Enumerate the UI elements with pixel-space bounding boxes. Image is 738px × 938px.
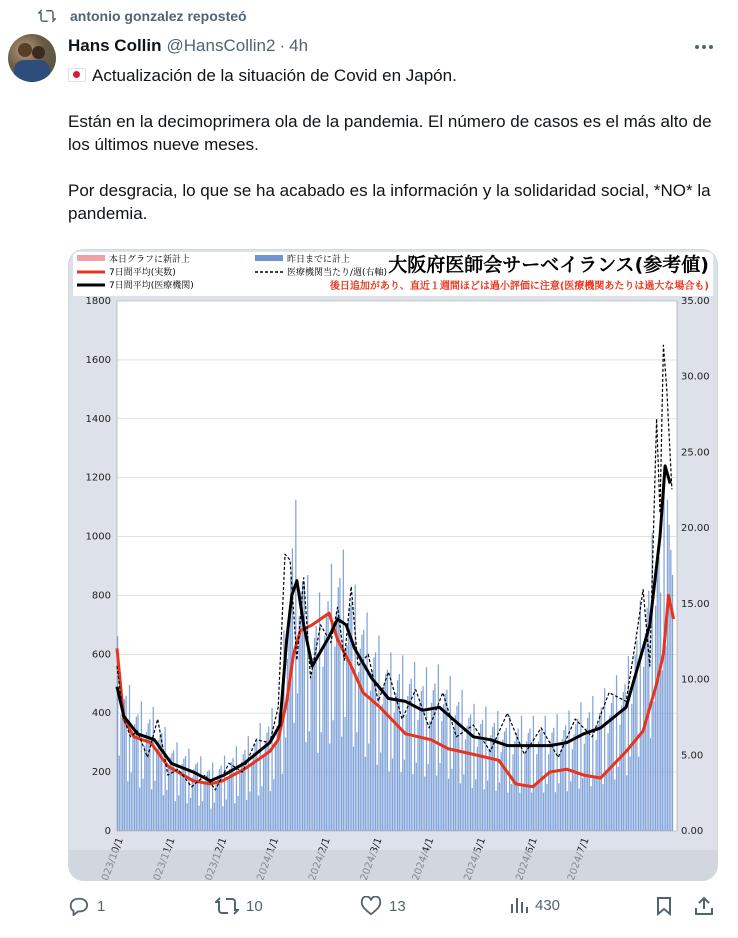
bar bbox=[446, 690, 447, 831]
bar bbox=[372, 670, 373, 831]
bar bbox=[607, 733, 608, 831]
bar bbox=[477, 747, 478, 831]
bar bbox=[604, 688, 605, 831]
bar bbox=[650, 738, 651, 831]
bar bbox=[317, 753, 318, 831]
share-button[interactable] bbox=[694, 896, 714, 916]
bar bbox=[487, 780, 488, 831]
bar bbox=[657, 553, 658, 831]
bar bbox=[482, 720, 483, 831]
bar bbox=[261, 786, 262, 831]
bar bbox=[461, 690, 462, 831]
y-right-tick-label: 25.00 bbox=[681, 447, 710, 459]
bar bbox=[558, 783, 559, 831]
bar bbox=[433, 690, 434, 831]
like-button[interactable] bbox=[360, 896, 406, 916]
legend-label-black: 7日間平均(医療機関) bbox=[109, 281, 194, 291]
bar bbox=[263, 756, 264, 831]
bar bbox=[288, 615, 289, 831]
bar bbox=[305, 742, 306, 831]
legend-label-prev: 昨日までに計上 bbox=[287, 255, 351, 265]
bar bbox=[309, 731, 310, 831]
repost-action-icon bbox=[215, 896, 239, 916]
bar bbox=[662, 670, 663, 831]
bar bbox=[258, 796, 259, 831]
bar bbox=[297, 693, 298, 831]
reply-count: 1 bbox=[97, 897, 106, 915]
bar bbox=[492, 727, 493, 831]
chart-title: 大阪府医師会サーベイランス(参考値) bbox=[388, 254, 709, 276]
bar bbox=[215, 784, 216, 831]
bar bbox=[163, 795, 164, 831]
y-left-tick-label: 1400 bbox=[85, 413, 111, 425]
bar bbox=[436, 776, 437, 831]
bar bbox=[334, 647, 335, 831]
bar bbox=[470, 714, 471, 831]
bar bbox=[176, 742, 177, 831]
bar bbox=[343, 550, 344, 831]
bar bbox=[227, 779, 228, 831]
bar bbox=[322, 667, 323, 831]
bar bbox=[346, 646, 347, 832]
bar bbox=[204, 783, 205, 831]
bar bbox=[594, 776, 595, 831]
bar bbox=[655, 606, 656, 831]
repost-count: 10 bbox=[246, 897, 263, 915]
header-separator: · bbox=[279, 36, 286, 55]
bar bbox=[224, 755, 225, 831]
bar bbox=[506, 728, 507, 831]
bar bbox=[580, 702, 581, 831]
bar bbox=[270, 791, 271, 831]
bar bbox=[441, 721, 442, 831]
bar bbox=[567, 791, 568, 831]
bar bbox=[557, 714, 558, 831]
repost-button[interactable] bbox=[215, 896, 263, 916]
bar bbox=[618, 767, 619, 831]
bar bbox=[626, 775, 627, 831]
bar bbox=[212, 762, 213, 831]
bar bbox=[360, 649, 361, 831]
more-options-icon[interactable] bbox=[692, 36, 716, 58]
bar bbox=[383, 685, 384, 831]
bar bbox=[596, 740, 597, 831]
bar bbox=[575, 724, 576, 831]
bar bbox=[202, 801, 203, 831]
bar bbox=[210, 808, 211, 831]
tweet-actions bbox=[62, 896, 722, 922]
bar bbox=[638, 757, 639, 831]
bar bbox=[339, 578, 340, 831]
bar bbox=[144, 746, 145, 831]
views-button[interactable] bbox=[510, 896, 560, 914]
bar bbox=[451, 769, 452, 831]
bar bbox=[658, 557, 659, 831]
bar bbox=[400, 772, 401, 831]
bar bbox=[394, 713, 395, 831]
bar bbox=[312, 658, 313, 831]
bar bbox=[599, 713, 600, 831]
bar bbox=[429, 721, 430, 831]
bar bbox=[523, 784, 524, 831]
bookmark-button[interactable] bbox=[656, 896, 672, 916]
bar bbox=[426, 667, 427, 831]
bar bbox=[409, 684, 410, 831]
bar bbox=[414, 662, 415, 831]
bar bbox=[119, 756, 120, 831]
bar bbox=[584, 744, 585, 831]
bar bbox=[538, 741, 539, 831]
bar bbox=[293, 723, 294, 831]
bookmark-icon bbox=[656, 896, 672, 916]
bar bbox=[285, 737, 286, 831]
y-right-tick-label: 30.00 bbox=[681, 371, 710, 383]
bar bbox=[377, 765, 378, 831]
heart-icon bbox=[360, 896, 382, 916]
y-right-tick-label: 35.00 bbox=[681, 296, 710, 307]
legend-label-dashed: 医療機関当たり/週(右軸) bbox=[287, 268, 388, 278]
bar bbox=[131, 773, 132, 831]
bar bbox=[621, 705, 622, 831]
bar bbox=[573, 735, 574, 831]
bar bbox=[562, 739, 563, 831]
legend-label-new: 本日グラフに新計上 bbox=[109, 255, 191, 265]
bar bbox=[389, 771, 390, 831]
bar bbox=[434, 684, 435, 831]
bar bbox=[645, 633, 646, 831]
bar bbox=[151, 789, 152, 831]
bar bbox=[572, 749, 573, 831]
bar bbox=[122, 703, 123, 831]
tweet-media-chart[interactable] bbox=[68, 249, 718, 881]
y-left-tick-label: 200 bbox=[91, 767, 111, 779]
bar bbox=[395, 693, 396, 831]
reply-button[interactable] bbox=[68, 896, 105, 916]
bar bbox=[497, 711, 498, 831]
bar bbox=[519, 793, 520, 831]
y-right-tick-label: 5.00 bbox=[681, 750, 704, 762]
bar bbox=[187, 803, 188, 831]
bar bbox=[555, 792, 556, 831]
bar bbox=[670, 550, 671, 831]
bar bbox=[448, 779, 449, 831]
like-count: 13 bbox=[389, 897, 406, 915]
bar bbox=[314, 638, 315, 831]
bar bbox=[641, 734, 642, 831]
bar bbox=[499, 782, 500, 831]
bar bbox=[324, 636, 325, 831]
bar bbox=[355, 585, 356, 831]
bar bbox=[428, 764, 429, 831]
bar bbox=[419, 702, 420, 831]
y-left-tick-label: 400 bbox=[91, 708, 111, 720]
bar bbox=[579, 788, 580, 831]
tweet-paragraph-1: Actualización de la situación de Covid en Japón. bbox=[92, 66, 457, 85]
bar bbox=[336, 612, 337, 831]
bar bbox=[142, 779, 143, 831]
bar bbox=[175, 801, 176, 831]
views-icon bbox=[510, 896, 528, 914]
bar bbox=[127, 781, 128, 831]
bar bbox=[463, 774, 464, 831]
bar bbox=[236, 746, 237, 831]
bar bbox=[326, 614, 327, 831]
bar bbox=[473, 704, 474, 831]
tweet-paragraph-2: Están en la decimoprimera ola de la pandemia. El número de casos es el más alto de los últimos nueve meses. bbox=[68, 112, 712, 154]
bar bbox=[619, 725, 620, 831]
bar bbox=[536, 754, 537, 831]
bar bbox=[478, 733, 479, 831]
bar bbox=[139, 788, 140, 831]
bar bbox=[467, 726, 468, 831]
y-left-tick-label: 1600 bbox=[85, 354, 111, 366]
bar bbox=[560, 753, 561, 831]
bar bbox=[665, 646, 666, 832]
bar bbox=[353, 747, 354, 831]
bar bbox=[643, 667, 644, 831]
bar bbox=[524, 754, 525, 831]
y-left-tick-label: 1800 bbox=[85, 296, 111, 307]
bar bbox=[366, 612, 367, 831]
tweet-header bbox=[68, 36, 308, 56]
bar bbox=[166, 790, 167, 831]
bar bbox=[629, 757, 630, 831]
bar bbox=[546, 784, 547, 831]
bar bbox=[517, 729, 518, 831]
bar bbox=[214, 803, 215, 831]
y-left-tick-label: 1200 bbox=[85, 472, 111, 484]
bar bbox=[132, 738, 133, 831]
bar bbox=[129, 685, 130, 831]
bar bbox=[246, 800, 247, 831]
y-right-tick-label: 10.00 bbox=[681, 674, 710, 686]
bar bbox=[602, 784, 603, 831]
bar bbox=[450, 676, 451, 831]
bar bbox=[146, 732, 147, 831]
bar bbox=[511, 784, 512, 831]
bar bbox=[514, 741, 515, 831]
bar bbox=[321, 732, 322, 831]
bar bbox=[273, 779, 274, 831]
bar bbox=[300, 591, 301, 831]
bar bbox=[378, 635, 379, 831]
chart-subtitle: 後日追加があり、直近１週間ほどは過小評価に注意(医療機関あたりは過大な場合も) bbox=[329, 281, 709, 292]
bar bbox=[234, 803, 235, 831]
bar bbox=[222, 806, 223, 831]
bar bbox=[148, 723, 149, 831]
bar bbox=[153, 707, 154, 831]
bar bbox=[494, 723, 495, 831]
bar bbox=[502, 739, 503, 831]
bar bbox=[475, 779, 476, 831]
bar bbox=[439, 763, 440, 831]
bar bbox=[631, 704, 632, 831]
bar bbox=[485, 707, 486, 831]
bar bbox=[534, 784, 535, 831]
bar bbox=[402, 655, 403, 831]
bar bbox=[392, 758, 393, 831]
bar bbox=[299, 616, 300, 831]
bar bbox=[344, 717, 345, 831]
bar bbox=[531, 793, 532, 831]
bar bbox=[407, 696, 408, 831]
bar bbox=[125, 696, 126, 831]
bar bbox=[570, 781, 571, 831]
author-name[interactable]: Hans Collin bbox=[68, 36, 162, 55]
bar bbox=[190, 798, 191, 831]
bar bbox=[582, 778, 583, 831]
bar bbox=[310, 675, 311, 831]
bar bbox=[543, 793, 544, 831]
y-left-tick-label: 1000 bbox=[85, 531, 111, 543]
bar bbox=[149, 719, 150, 831]
bar bbox=[484, 789, 485, 831]
y-left-tick-label: 800 bbox=[91, 590, 111, 602]
bar bbox=[380, 752, 381, 831]
bar bbox=[134, 724, 135, 831]
bar bbox=[443, 704, 444, 831]
bar bbox=[507, 793, 508, 831]
bar bbox=[533, 716, 534, 831]
bar bbox=[348, 620, 349, 831]
bar bbox=[653, 701, 654, 831]
bar bbox=[180, 773, 181, 831]
bar bbox=[550, 741, 551, 831]
bar bbox=[141, 701, 142, 831]
bar bbox=[307, 575, 308, 831]
bar bbox=[590, 786, 591, 831]
bar bbox=[458, 702, 459, 831]
bar bbox=[480, 724, 481, 831]
bar bbox=[178, 795, 179, 831]
bar bbox=[616, 675, 617, 831]
bar bbox=[358, 672, 359, 831]
author-handle[interactable]: @HansCollin2 bbox=[166, 36, 276, 55]
bar bbox=[271, 708, 272, 831]
bar bbox=[585, 728, 586, 831]
bar bbox=[633, 676, 634, 831]
bar bbox=[609, 716, 610, 831]
views-count: 430 bbox=[535, 896, 561, 914]
japan-flag-icon bbox=[68, 68, 86, 82]
bar bbox=[249, 791, 250, 831]
legend-label-red: 7日間平均(実数) bbox=[109, 268, 176, 278]
bar bbox=[248, 736, 249, 831]
bar bbox=[416, 763, 417, 831]
bar bbox=[489, 749, 490, 831]
bar bbox=[521, 716, 522, 831]
share-icon bbox=[694, 896, 714, 916]
bar bbox=[669, 525, 670, 831]
bar bbox=[375, 652, 376, 831]
bar bbox=[295, 500, 296, 831]
bar bbox=[404, 760, 405, 831]
bar bbox=[412, 774, 413, 831]
bar bbox=[156, 751, 157, 831]
bar bbox=[333, 720, 334, 831]
bar bbox=[165, 727, 166, 831]
y-left-tick-label: 0 bbox=[104, 826, 111, 837]
reply-icon bbox=[68, 896, 90, 916]
bar bbox=[640, 600, 641, 831]
repost-icon bbox=[38, 8, 56, 24]
bar bbox=[251, 765, 252, 831]
bar bbox=[237, 796, 238, 831]
y-left-tick-label: 600 bbox=[91, 649, 111, 661]
repost-text: antonio gonzalez reposteó bbox=[70, 8, 247, 24]
bar bbox=[120, 714, 121, 831]
bar bbox=[460, 783, 461, 831]
bar bbox=[512, 754, 513, 831]
bar bbox=[266, 733, 267, 831]
y-right-tick-label: 0.00 bbox=[681, 826, 704, 837]
bar bbox=[606, 772, 607, 831]
repost-indicator bbox=[38, 8, 247, 24]
bar bbox=[329, 744, 330, 831]
bar bbox=[368, 744, 369, 831]
bar bbox=[200, 756, 201, 831]
bar bbox=[188, 749, 189, 831]
bar bbox=[614, 780, 615, 831]
bar bbox=[239, 773, 240, 831]
tweet-paragraph-3: Por desgracia, lo que se ha acabado es la información y la solidaridad social, *NO* la pandemia. bbox=[68, 181, 711, 223]
bar bbox=[421, 691, 422, 831]
avatar[interactable] bbox=[8, 34, 56, 82]
bar bbox=[424, 777, 425, 831]
bar bbox=[660, 593, 661, 832]
bar bbox=[275, 744, 276, 831]
bar bbox=[365, 757, 366, 831]
bar bbox=[490, 735, 491, 831]
y-right-tick-label: 15.00 bbox=[681, 598, 710, 610]
bar bbox=[260, 723, 261, 831]
bar bbox=[453, 730, 454, 831]
bar bbox=[387, 670, 388, 831]
bar bbox=[226, 800, 227, 831]
tweet-time[interactable]: 4h bbox=[289, 36, 309, 55]
bar bbox=[548, 754, 549, 831]
bar bbox=[331, 564, 332, 831]
bar bbox=[282, 774, 283, 831]
bar bbox=[198, 806, 199, 831]
bar bbox=[438, 664, 439, 831]
bar bbox=[623, 692, 624, 831]
bar bbox=[553, 728, 554, 831]
covid-surveillance-chart bbox=[69, 250, 717, 880]
bar bbox=[472, 788, 473, 831]
bar bbox=[370, 691, 371, 831]
bar bbox=[338, 587, 339, 831]
bar bbox=[356, 732, 357, 831]
tweet-text bbox=[68, 64, 718, 225]
bar bbox=[399, 674, 400, 831]
bar bbox=[495, 791, 496, 831]
bar bbox=[667, 500, 668, 831]
bar bbox=[193, 769, 194, 831]
bar bbox=[382, 704, 383, 831]
bar bbox=[341, 737, 342, 831]
bar bbox=[154, 781, 155, 831]
bar bbox=[592, 696, 593, 831]
y-right-tick-label: 20.00 bbox=[681, 523, 710, 535]
